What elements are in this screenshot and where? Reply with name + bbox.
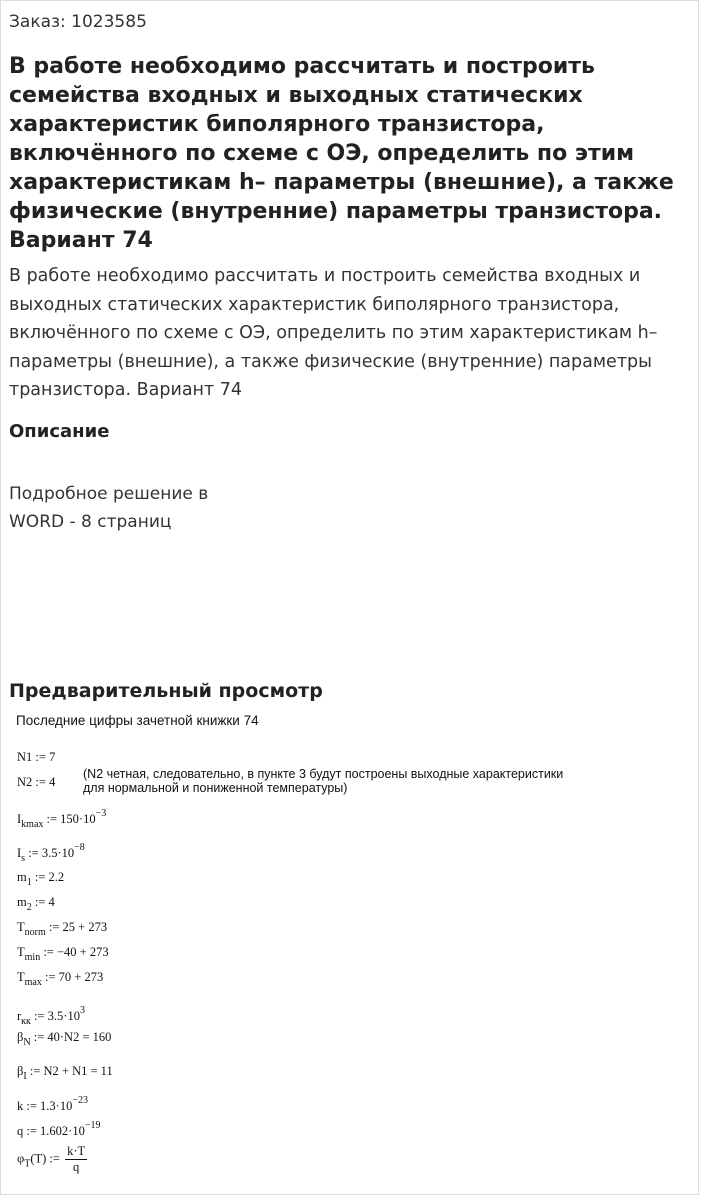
detail-line: WORD - 8 страниц — [9, 512, 172, 532]
preview-caption: Последние цифры зачетной книжки 74 — [16, 713, 259, 728]
page-title: В работе необходимо рассчитать и построить семейства входных и выходных статических характеристик биполярного транзистора, включённого по схеме с ОЭ, определить по этим характеристикам h– параметры (внешние), а также физические (внутренние) параметры транзистора. Вариант 74 — [9, 54, 674, 253]
description-heading: Описание — [9, 421, 110, 442]
fraction: $\frac{k\cdot T}{q}$ — [67, 1144, 86, 1174]
formula-ikmax: $I_{kmax}$ := $150\cdot 10^{-3}$ — [17, 808, 107, 830]
formula-beta-n: $\beta_N$ := 40·N2 = 160 — [17, 1030, 112, 1048]
formula-m1: $m_1$ := 2.2 — [17, 870, 65, 888]
preview-heading: Предварительный просмотр — [9, 680, 323, 702]
formula-is: $I_s$ := $3.5\cdot 10^{-8}$ — [17, 842, 85, 864]
detail-line: Подробное решение в — [9, 484, 209, 504]
n2-note: (N2 четная, следовательно, в пункте 3 будут построены выходные характеристики для нормальной и пониженной температуры) — [83, 767, 564, 795]
formula-tmin: $T_{min}$ := −40 + 273 — [17, 945, 109, 963]
order-number: Заказ: 1023585 — [9, 12, 147, 32]
formula-rkk: $r_{кк}$ := $3.5\cdot 10^3$ — [17, 1005, 85, 1027]
formula-q: q := $1.602\cdot 10^{-19}$ — [17, 1120, 101, 1138]
formula-k: k := $1.3\cdot 10^{-23}$ — [17, 1095, 88, 1113]
detail-text — [9, 480, 208, 536]
formula-n1: N1 := 7 — [17, 750, 56, 764]
description-text: В работе необходимо рассчитать и построить семейства входных и выходных статических характеристик биполярного транзистора, включённого по схеме с ОЭ, определить по этим характеристикам h–параметры (внешние), а также физические (внутренние) параметры транзистора. Вариант 74 — [9, 266, 658, 400]
formula-m2: $m_2$ := 4 — [17, 895, 55, 913]
formula-tmax: $T_{max}$ := 70 + 273 — [17, 970, 104, 988]
preview-image — [9, 710, 689, 1190]
formula-tnorm: $T_{norm}$ := 25 + 273 — [17, 920, 108, 938]
formula-n2: N2 := 4 — [17, 775, 56, 789]
formula-beta-i: $\beta_I$ := N2 + N1 = 11 — [17, 1064, 113, 1082]
formula-phi-t: $\varphi_T(T)$ := $\frac{k\cdot T}{q}$ — [17, 1144, 86, 1174]
